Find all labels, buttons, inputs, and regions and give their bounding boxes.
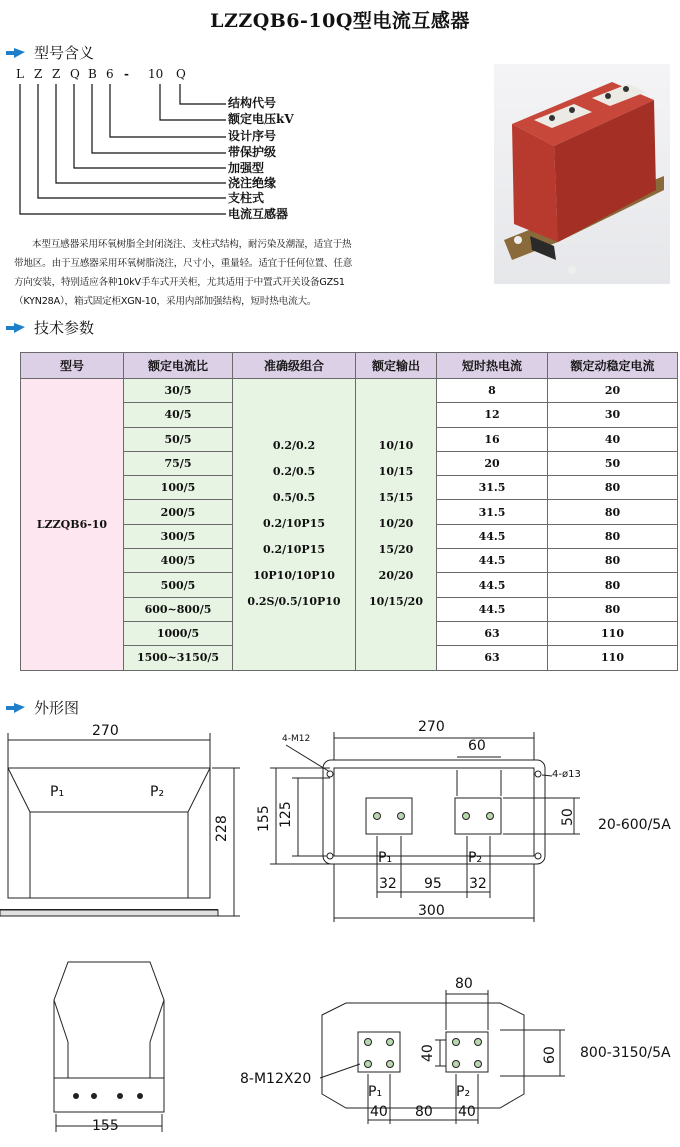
dynamic-cell: 30 <box>548 403 678 427</box>
column-header: 额定电流比 <box>124 353 233 379</box>
section-title: 技术参数 <box>34 319 95 337</box>
code-letter: Q <box>70 67 80 81</box>
output-item: 15/15 <box>378 491 414 505</box>
ratio-cell: 300/5 <box>124 524 233 548</box>
accuracy-item: 10P10/10P10 <box>253 569 335 583</box>
dim-label: 80 <box>455 976 473 992</box>
dim-label: 80 <box>415 1104 433 1120</box>
dynamic-cell: 80 <box>548 573 678 597</box>
description-line: 方向安装，特别适应各种10kV手车式开关柜，尤其适用于中置式开关设备GZS1 <box>14 277 345 288</box>
output-item: 20/20 <box>378 569 414 583</box>
terminal-label: P₁ <box>50 784 65 800</box>
meaning-item: 结构代号 <box>228 96 277 110</box>
meaning-item: 浇注绝缘 <box>228 176 277 190</box>
dim-label: 60 <box>468 738 486 754</box>
meaning-item: 设计序号 <box>228 129 277 143</box>
dim-label: 125 <box>278 801 294 828</box>
dynamic-cell: 80 <box>548 476 678 500</box>
dim-label: 60 <box>542 1046 558 1064</box>
dynamic-cell: 80 <box>548 549 678 573</box>
thermal-cell: 44.5 <box>437 524 548 548</box>
ratio-cell: 400/5 <box>124 549 233 573</box>
dim-label: 270 <box>92 723 119 739</box>
terminal-label: P₂ <box>468 850 483 866</box>
code-letter: - <box>124 67 129 81</box>
meaning-item: 带保护级 <box>228 145 277 159</box>
dynamic-cell: 40 <box>548 427 678 451</box>
code-letter: Z <box>52 67 61 81</box>
model-cell: LZZQB6-10 <box>21 379 124 671</box>
thermal-cell: 44.5 <box>437 573 548 597</box>
accuracy-item: 0.5/0.5 <box>272 491 316 505</box>
dim-label: 50 <box>560 808 576 826</box>
dim-label: 40 <box>420 1044 436 1062</box>
ratio-cell: 1500~3150/5 <box>124 646 233 670</box>
code-letter: B <box>88 67 97 81</box>
thermal-cell: 16 <box>437 427 548 451</box>
ratio-cell: 30/5 <box>124 379 233 403</box>
dim-label: 228 <box>214 815 230 842</box>
dynamic-cell: 20 <box>548 379 678 403</box>
section-title: 型号含义 <box>34 44 95 62</box>
thermal-cell: 8 <box>437 379 548 403</box>
ratio-cell: 50/5 <box>124 427 233 451</box>
thermal-cell: 20 <box>437 451 548 475</box>
dynamic-cell: 50 <box>548 451 678 475</box>
dim-label: 32 <box>469 876 487 892</box>
dim-label: 155 <box>92 1118 119 1134</box>
output-item: 10/15/20 <box>369 595 423 609</box>
dim-label: 40 <box>458 1104 476 1120</box>
code-letter: 10 <box>148 67 164 81</box>
accuracy-item: 0.2/10P15 <box>262 517 326 531</box>
dynamic-cell: 110 <box>548 646 678 670</box>
thermal-cell: 44.5 <box>437 597 548 621</box>
thermal-cell: 63 <box>437 621 548 645</box>
range-label: 800-3150/5A <box>580 1045 671 1061</box>
thermal-cell: 31.5 <box>437 476 548 500</box>
thermal-cell: 31.5 <box>437 500 548 524</box>
accuracy-item: 0.2/0.5 <box>272 465 316 479</box>
terminal-label: P₂ <box>150 784 165 800</box>
code-letter: Z <box>34 67 43 81</box>
accuracy-item: 0.2/0.2 <box>272 439 316 453</box>
meaning-item: 加强型 <box>228 161 265 175</box>
description-line: （KYN28A），箱式固定柜XGN-10，采用内部加强结构，短时热电流大。 <box>14 296 317 307</box>
accuracy-item: 0.2/10P15 <box>262 543 326 557</box>
code-letter: 6 <box>106 67 114 81</box>
page-title: LZZQB6-10Q型电流互感器 <box>210 10 470 32</box>
ratio-cell: 100/5 <box>124 476 233 500</box>
ratio-cell: 600~800/5 <box>124 597 233 621</box>
dynamic-cell: 80 <box>548 597 678 621</box>
dim-label: 300 <box>418 903 445 919</box>
thermal-cell: 12 <box>437 403 548 427</box>
ratio-cell: 200/5 <box>124 500 233 524</box>
dim-label: 155 <box>256 805 272 832</box>
thermal-cell: 44.5 <box>437 549 548 573</box>
code-letter: Q <box>176 67 186 81</box>
meaning-item: 支柱式 <box>228 191 265 205</box>
dim-label: 4-ø13 <box>552 769 581 780</box>
terminal-label: P₂ <box>456 1084 471 1100</box>
output-item: 10/20 <box>378 517 414 531</box>
dim-label: 32 <box>379 876 397 892</box>
accuracy-item: 0.2S/0.5/10P10 <box>247 595 341 609</box>
terminal-label: P₁ <box>378 850 393 866</box>
output-item: 10/15 <box>378 465 414 479</box>
description-line: 本型互感器采用环氧树脂全封闭浇注、支柱式结构，耐污染及潮湿，适宜于热 <box>32 239 352 250</box>
ratio-cell: 75/5 <box>124 451 233 475</box>
column-header: 短时热电流 <box>437 353 548 379</box>
column-header: 额定动稳定电流 <box>548 353 678 379</box>
ratio-cell: 1000/5 <box>124 621 233 645</box>
dim-label: 40 <box>370 1104 388 1120</box>
meaning-item: 电流互感器 <box>228 207 289 221</box>
output-item: 10/10 <box>378 439 414 453</box>
dynamic-cell: 80 <box>548 500 678 524</box>
ratio-cell: 500/5 <box>124 573 233 597</box>
dynamic-cell: 110 <box>548 621 678 645</box>
meaning-item: 额定电压kV <box>228 112 294 126</box>
column-header: 准确级组合 <box>233 353 356 379</box>
dim-label: 95 <box>424 876 442 892</box>
description-line: 带地区。由于互感器采用环氧树脂浇注，尺寸小，重量轻。适宜于任何位置、任意 <box>14 258 353 269</box>
dim-label: 270 <box>418 719 445 735</box>
dim-label: 8-M12X20 <box>240 1071 312 1087</box>
range-label: 20-600/5A <box>598 817 671 833</box>
code-letter: L <box>16 67 24 81</box>
dim-label: 4-M12 <box>282 734 311 744</box>
section-title: 外形图 <box>34 699 80 717</box>
output-item: 15/20 <box>378 543 414 557</box>
dynamic-cell: 80 <box>548 524 678 548</box>
column-header: 型号 <box>21 353 124 379</box>
column-header: 额定输出 <box>356 353 437 379</box>
ratio-cell: 40/5 <box>124 403 233 427</box>
thermal-cell: 63 <box>437 646 548 670</box>
terminal-label: P₁ <box>368 1084 383 1100</box>
